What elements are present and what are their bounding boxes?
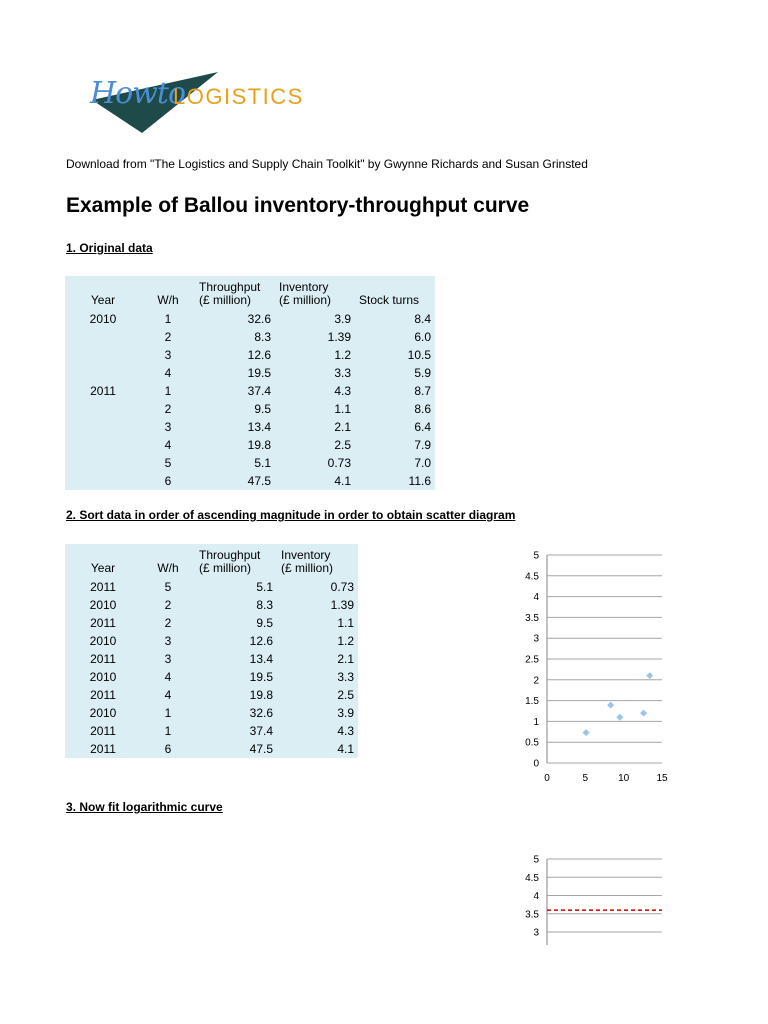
- table-row: [65, 650, 358, 668]
- cell-throughput: 47.5: [247, 474, 271, 488]
- cell-wh: 2: [164, 330, 172, 344]
- col-header-inventory: [275, 276, 355, 310]
- col-header-throughput-line1: Throughput: [199, 280, 261, 294]
- cell-stock-turns: 8.6: [414, 402, 431, 416]
- col-header-wh: W/h: [157, 293, 179, 307]
- col-header-stock-turns: Stock turns: [359, 293, 420, 307]
- table-row: [65, 614, 358, 632]
- cell-inventory: 2.5: [334, 438, 351, 452]
- cell-throughput: 5.1: [254, 456, 271, 470]
- howtologistics-logo: [88, 70, 338, 136]
- col-header-year: Year: [90, 561, 116, 575]
- cell-throughput: 8.3: [254, 330, 271, 344]
- col-header-year: Year: [90, 293, 116, 307]
- x-tick-label: 0: [544, 773, 550, 784]
- cell-inventory: 3.3: [334, 366, 351, 380]
- download-source-line: Download from "The Logistics and Supply Chain Toolkit" by Gwynne Richards and Susan Grinsted: [66, 157, 588, 171]
- cell-year: [65, 436, 141, 454]
- cell-year: 2010: [89, 312, 117, 326]
- cell-stock-turns: 6.4: [414, 420, 431, 434]
- cell-inventory: 2.1: [334, 420, 351, 434]
- cell-inventory: 1.2: [337, 634, 354, 648]
- logo-text-logistics: LOGISTICS: [173, 84, 304, 109]
- cell-year: [65, 454, 141, 472]
- cell-year: 2011: [90, 724, 116, 738]
- cell-throughput: 5.1: [256, 580, 273, 594]
- cell-inventory: 3.9: [337, 706, 354, 720]
- cell-inventory: 1.39: [330, 598, 354, 612]
- cell-throughput: 19.8: [249, 688, 273, 702]
- col-header-inventory-line1: Inventory: [281, 548, 331, 562]
- cell-inventory: 1.39: [327, 330, 351, 344]
- cell-inventory: 4.1: [334, 474, 351, 488]
- col-header-throughput: [195, 544, 277, 578]
- cell-inventory: 2.5: [337, 688, 354, 702]
- cell-throughput: 37.4: [249, 724, 273, 738]
- cell-throughput: 19.5: [249, 670, 273, 684]
- cell-wh: 4: [164, 670, 172, 684]
- col-header-throughput: [195, 276, 275, 310]
- cell-wh: 5: [164, 456, 172, 470]
- cell-throughput: 9.5: [256, 616, 273, 630]
- cell-inventory: 3.3: [337, 670, 354, 684]
- cell-year: 2011: [90, 652, 116, 666]
- cell-wh: 6: [164, 742, 172, 756]
- x-tick-label: 10: [618, 773, 630, 784]
- cell-stock-turns: 7.0: [414, 456, 431, 470]
- table-row: [65, 596, 358, 614]
- cell-year: [65, 346, 141, 364]
- y-tick-label: 4: [533, 592, 539, 604]
- table-row: [65, 418, 435, 436]
- cell-inventory: 0.73: [330, 580, 354, 594]
- y-tick-label: 2.5: [525, 654, 539, 666]
- cell-inventory: 1.1: [337, 616, 354, 630]
- cell-throughput: 12.6: [249, 634, 273, 648]
- cell-wh: 1: [164, 706, 172, 720]
- y-tick-label: 1.5: [525, 696, 539, 708]
- cell-inventory: 0.73: [327, 456, 351, 470]
- table-row: [65, 668, 358, 686]
- table-row: [65, 346, 435, 364]
- cell-year: 2011: [90, 742, 116, 756]
- cell-throughput: 19.8: [247, 438, 271, 452]
- cell-stock-turns: 6.0: [414, 330, 431, 344]
- cell-wh: 2: [164, 616, 172, 630]
- cell-stock-turns: 11.6: [408, 474, 431, 488]
- y-tick-label: 5: [533, 550, 539, 562]
- data-point: [646, 672, 653, 679]
- table-row: [65, 310, 435, 328]
- cell-inventory: 1.2: [334, 348, 351, 362]
- col-header-wh: W/h: [157, 561, 179, 575]
- log-curve-chart: [500, 850, 670, 950]
- data-point: [583, 729, 590, 736]
- table-row: [65, 472, 435, 490]
- table-row: [65, 454, 435, 472]
- cell-stock-turns: 8.4: [414, 312, 431, 326]
- cell-year: [65, 400, 141, 418]
- cell-wh: 2: [164, 402, 172, 416]
- sorted-data-table-body: [65, 578, 358, 758]
- cell-throughput: 37.4: [247, 384, 271, 398]
- cell-inventory: 3.9: [334, 312, 351, 326]
- table-row: [65, 740, 358, 758]
- table-row: [65, 686, 358, 704]
- table-row: [65, 328, 435, 346]
- col-header-throughput-line2: (£ million): [199, 293, 252, 307]
- cell-wh: 4: [164, 688, 172, 702]
- cell-wh: 3: [164, 652, 172, 666]
- cell-wh: 1: [164, 384, 172, 398]
- cell-year: [65, 328, 141, 346]
- col-header-inventory-line2: (£ million): [281, 561, 334, 575]
- table-row: [65, 382, 435, 400]
- col-header-inventory-line2: (£ million): [279, 293, 332, 307]
- cell-wh: 2: [164, 598, 172, 612]
- y-tick-label: 3.5: [525, 612, 539, 624]
- col-header-throughput-line2: (£ million): [199, 561, 252, 575]
- cell-wh: 3: [164, 634, 172, 648]
- cell-year: 2011: [90, 688, 116, 702]
- cell-year: 2010: [89, 634, 117, 648]
- table-row: [65, 722, 358, 740]
- page-title: Example of Ballou inventory-throughput curve: [66, 194, 530, 217]
- cell-wh: 1: [164, 312, 172, 326]
- y-tick-label: 4: [533, 891, 539, 902]
- cell-wh: 6: [164, 474, 172, 488]
- y-tick-label: 1: [533, 716, 539, 728]
- y-tick-label: 0.5: [525, 737, 539, 749]
- section3-heading: 3. Now fit logarithmic curve: [66, 800, 223, 814]
- table-row: [65, 578, 358, 596]
- col-header-throughput-line1: Throughput: [199, 548, 261, 562]
- col-header-inventory-line1: Inventory: [279, 280, 329, 294]
- cell-stock-turns: 10.5: [407, 348, 431, 362]
- data-point: [640, 710, 647, 717]
- cell-stock-turns: 8.7: [414, 384, 431, 398]
- cell-throughput: 19.5: [247, 366, 271, 380]
- cell-year: [65, 418, 141, 436]
- cell-throughput: 8.3: [256, 598, 273, 612]
- cell-inventory: 1.1: [334, 402, 351, 416]
- cell-throughput: 13.4: [247, 420, 271, 434]
- cell-throughput: 32.6: [249, 706, 273, 720]
- table-row: [65, 704, 358, 722]
- cell-wh: 3: [164, 348, 172, 362]
- section1-heading: 1. Original data: [66, 241, 153, 255]
- section2-heading: 2. Sort data in order of ascending magnitude in order to obtain scatter diagram: [66, 508, 516, 522]
- cell-inventory: 4.3: [334, 384, 351, 398]
- cell-year: 2011: [90, 580, 116, 594]
- cell-wh: 5: [164, 580, 172, 594]
- x-tick-label: 15: [656, 773, 668, 784]
- data-point: [607, 702, 614, 709]
- data-point: [616, 714, 623, 721]
- cell-year: 2011: [90, 616, 116, 630]
- cell-year: 2010: [89, 706, 117, 720]
- cell-inventory: 4.3: [337, 724, 354, 738]
- y-tick-label: 3: [533, 633, 539, 645]
- y-tick-label: 2: [533, 675, 539, 687]
- original-data-table-body: [65, 310, 435, 490]
- cell-inventory: 4.1: [337, 742, 354, 756]
- cell-stock-turns: 5.9: [414, 366, 431, 380]
- cell-throughput: 47.5: [249, 742, 273, 756]
- logo-text-howto: Howto: [90, 76, 186, 111]
- cell-year: 2011: [90, 384, 116, 398]
- cell-year: [65, 364, 141, 382]
- table-row: [65, 632, 358, 650]
- cell-throughput: 13.4: [249, 652, 273, 666]
- cell-wh: 4: [164, 438, 172, 452]
- cell-year: 2010: [89, 670, 117, 684]
- x-tick-label: 5: [582, 773, 589, 784]
- y-tick-label: 3: [533, 927, 539, 939]
- table-row: [65, 364, 435, 382]
- cell-year: [65, 472, 141, 490]
- table-row: [65, 400, 435, 418]
- sorted-data-table: [65, 544, 358, 758]
- col-header-inventory: [277, 544, 358, 578]
- cell-wh: 1: [164, 724, 172, 738]
- cell-year: 2010: [89, 598, 117, 612]
- y-tick-label: 4.5: [525, 872, 539, 884]
- scatter-chart: [500, 545, 670, 790]
- y-tick-label: 5: [533, 854, 539, 866]
- y-tick-label: 4.5: [525, 571, 539, 583]
- cell-wh: 3: [164, 420, 172, 434]
- table-row: [65, 436, 435, 454]
- cell-throughput: 12.6: [247, 348, 271, 362]
- y-tick-label: 0: [533, 758, 539, 770]
- y-tick-label: 3.5: [525, 909, 539, 921]
- cell-stock-turns: 7.9: [414, 438, 431, 452]
- cell-throughput: 9.5: [254, 402, 271, 416]
- cell-wh: 4: [164, 366, 172, 380]
- original-data-table: [65, 276, 435, 490]
- cell-throughput: 32.6: [247, 312, 271, 326]
- cell-inventory: 2.1: [337, 652, 354, 666]
